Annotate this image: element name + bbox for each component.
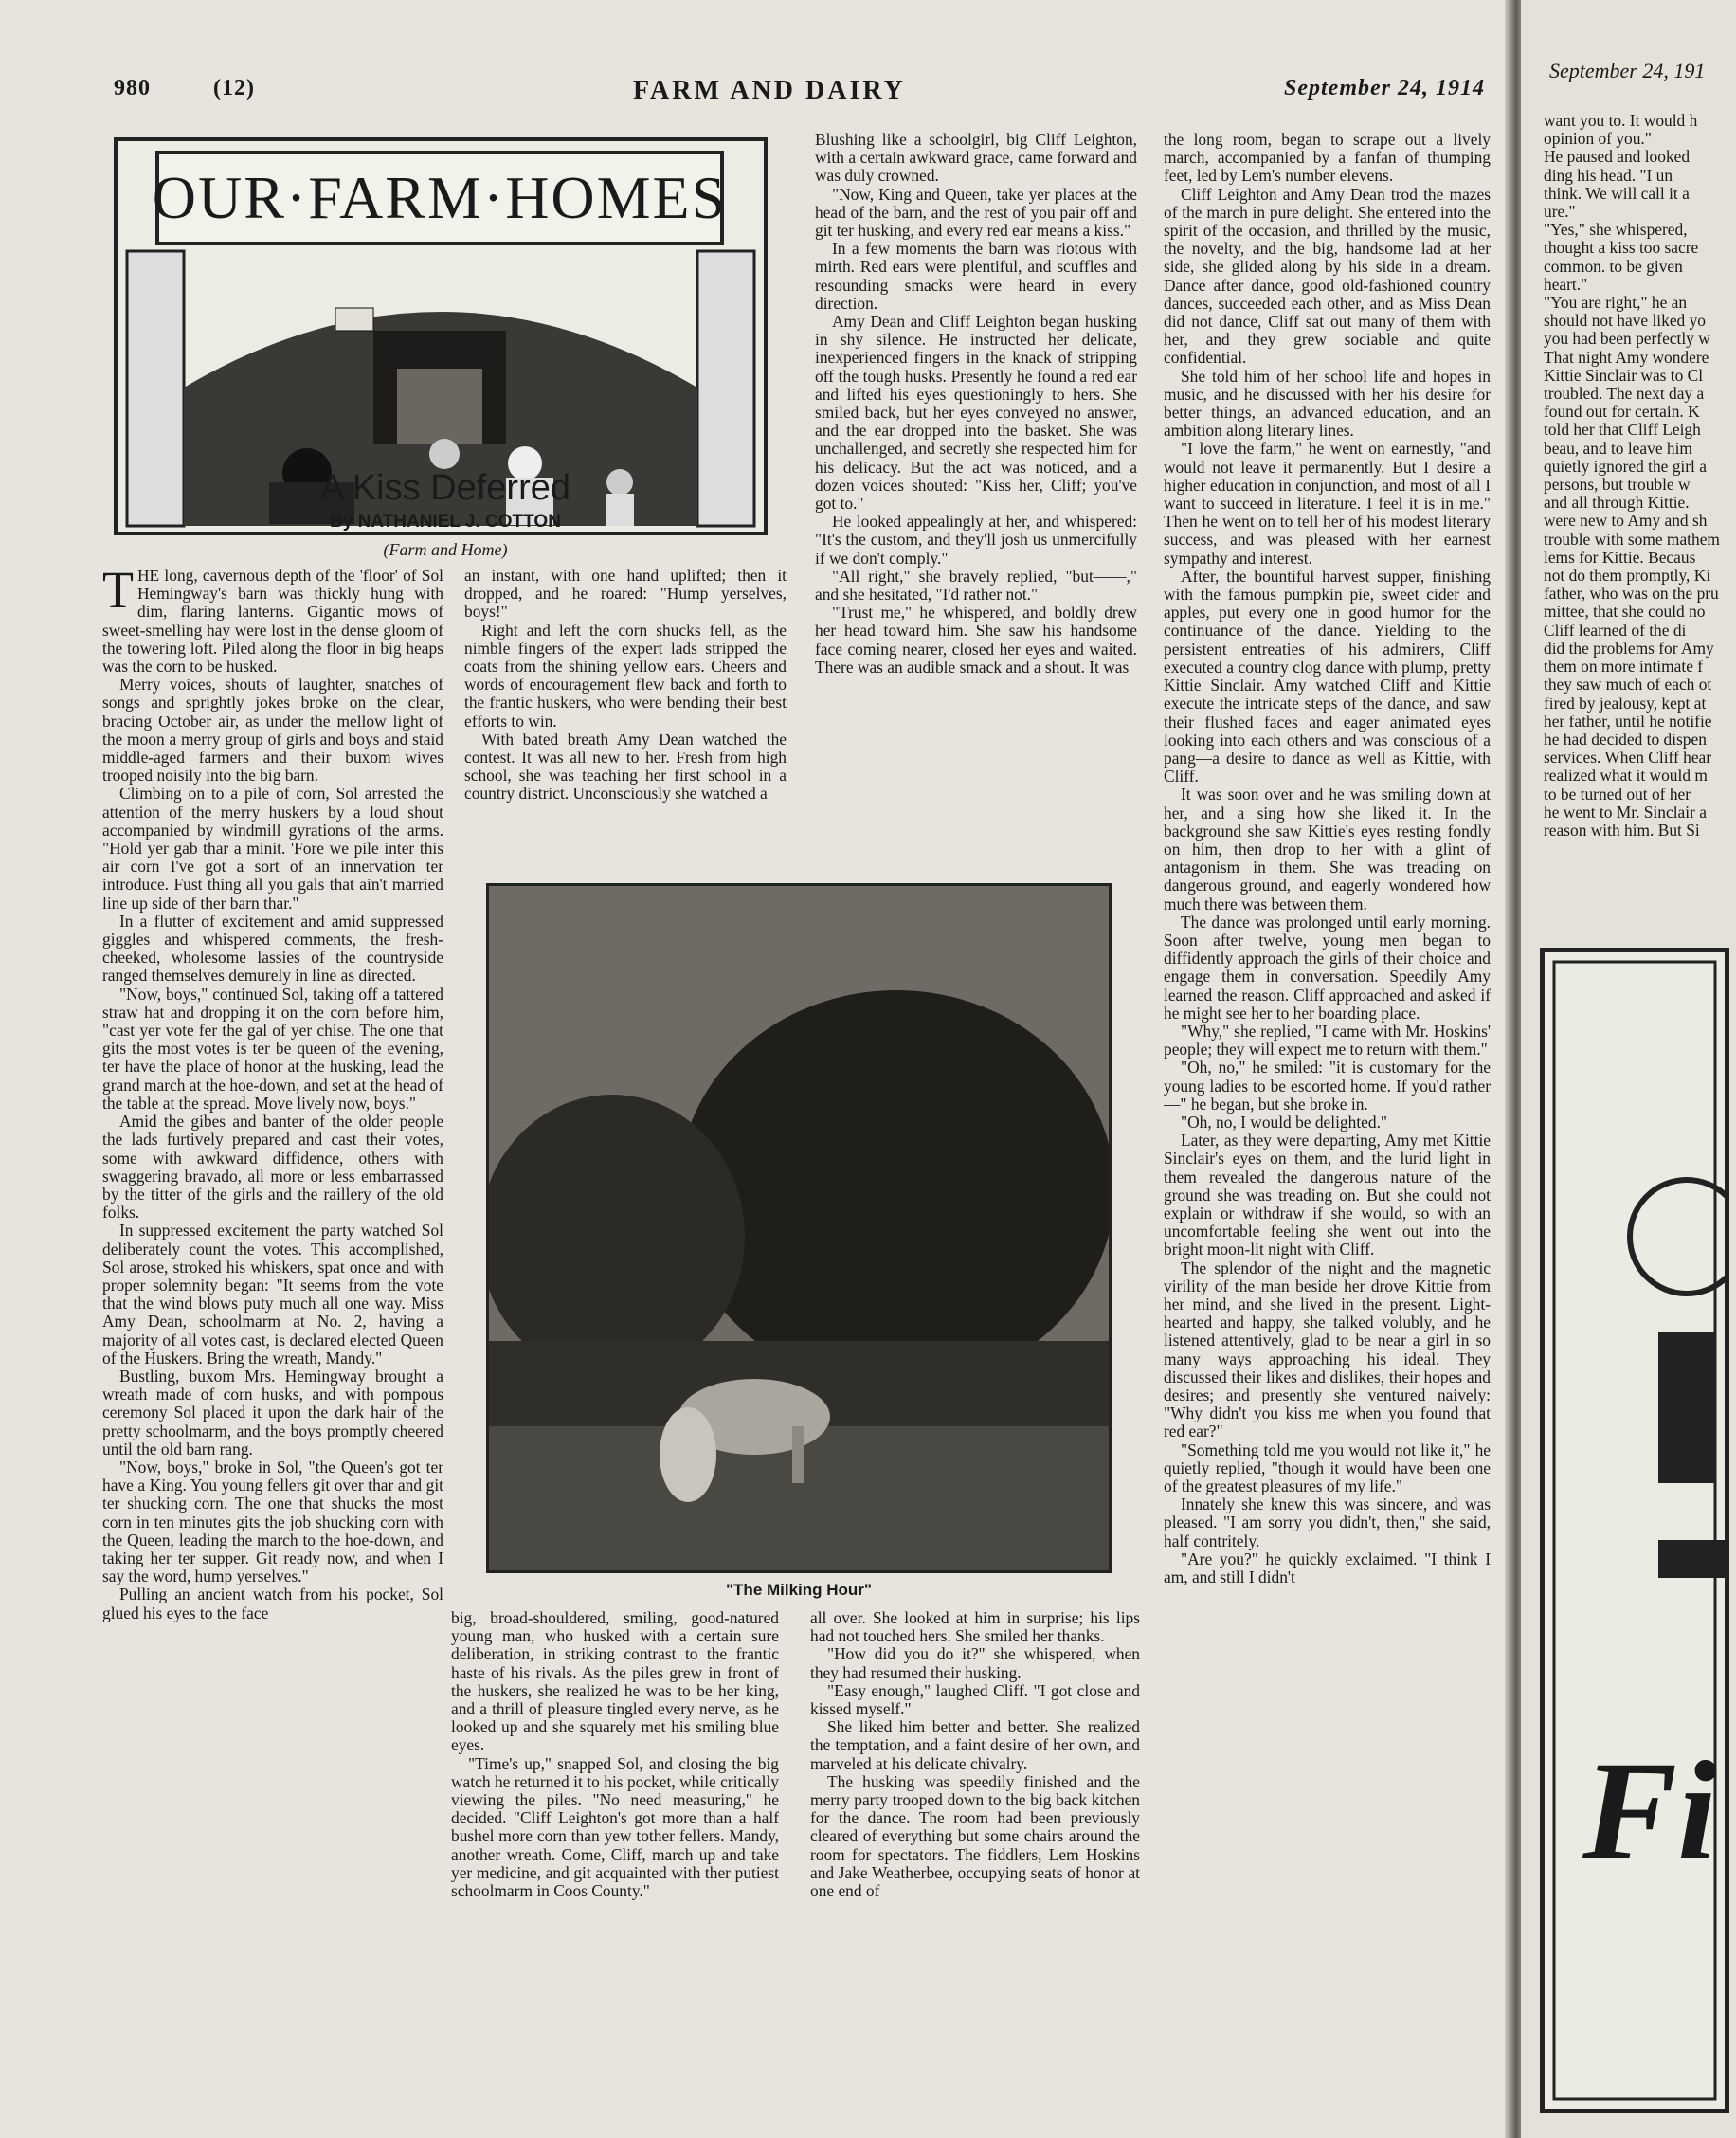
paragraph: In suppressed excitement the party watched Sol deliberately count the votes. This accomplished, Sol arose, stroked his whiskers, spat once and with proper solemnity began: "It seems from the vote that the wind blows puty much all one way. Miss Amy Dean, schoolmarm at No. 2, having a majority of all votes cast, is declared elected Queen of the Huskers. Bring the wreath, Mandy." [102, 1221, 443, 1368]
paragraph: all over. She looked at him in surprise; his lips had not touched hers. She smiled her thanks. [810, 1609, 1140, 1646]
paragraph: "Trust me," he whispered, and boldly drew her head toward him. She saw his handsome face coming nearer, closed her eyes and waited. There was an audible smack and a shout. It was [815, 603, 1137, 677]
paragraph: the long room, began to scrape out a lively march, accompanied by a fanfan of thumping feet, led by Lem's number elevens. [1164, 131, 1491, 186]
column-3-bottom [810, 1609, 1140, 2121]
paragraph: "Now, King and Queen, take yer places at the head of the barn, and the rest of you pair off and git ter husking, and every red ear means a kiss." [815, 184, 1137, 241]
facing-page-line: He paused and looked [1544, 147, 1691, 167]
advertisement-artwork [1545, 952, 1725, 2109]
facing-page-line: common. to be given [1544, 256, 1683, 276]
facing-page-line: not do them promptly, Ki [1544, 566, 1711, 586]
facing-page-line: and all through Kittie. [1544, 493, 1690, 513]
facing-page-line: lems for Kittie. Becaus [1544, 547, 1696, 567]
paragraph: Bustling, buxom Mrs. Hemingway brought a wreath made of corn husks, and with pompous ceremony Sol placed it upon the dark hair of the pretty schoolmarm, and the boys promptly cheered until the old barn rang. [102, 1366, 443, 1459]
facing-page-line: trouble with some mathem [1544, 529, 1720, 549]
paragraph: It was soon over and he was smiling down at her, and a sing how she liked it. In the background she saw Kittie's eyes resting fondly on him, then drop to her with a glint of antagonism in them. She was treading on dangerous ground, and eagerly wondered how much there was between them. [1164, 785, 1491, 914]
paragraph: "I love the farm," he went on earnestly, "and would not leave it permanently. But I desire a higher education in conjunction, and most of all I want to succeed in literature. I feel it is in me." Then he went on to tell her of his modest literary success, and was pleased with her earnest sympathy and interest. [1164, 439, 1491, 568]
paragraph: "Oh, no," he smiled: "it is customary for the young ladies to be escorted home. If you'd rather—" he began, but she broke in. [1164, 1058, 1491, 1114]
story-source: (Farm and Home) [383, 540, 508, 559]
paragraph: "Why," she replied, "I came with Mr. Hoskins' people; they will expect me to return with them." [1164, 1021, 1491, 1060]
paragraph: Pulling an ancient watch from his pocket, Sol glued his eyes to the face [102, 1585, 443, 1622]
facing-page-line: want you to. It would h [1544, 112, 1698, 130]
facing-page-line: fired by jealousy, kept at [1544, 693, 1707, 713]
banner-title: OUR·FARM·HOMES [155, 151, 724, 245]
paragraph: The husking was speedily finished and the merry party trooped down to the big back kitchen for the dance. The room had been previously cleared of everything but some chairs around the room for spectators. The fiddlers, Lem Hoskins and Jake Weatherbee, occupying seats of honor at one end of [810, 1771, 1140, 1901]
paragraph: After, the bountiful harvest supper, finishing with the famous pumpkin pie, sweet cider and apples, put every one in good humor for the continuance of the dance. Yielding to the persistent entreaties of his admirers, Cliff executed a country clog dance with plump, pretty Kittie Sinclair. Amy watched Cliff and Kittie execute the intricate steps of the dance, and saw their flushed faces and eager animated eyes looking into each others and was conscious of a pang—a desire to dance as well as Kittie, with Cliff. [1164, 566, 1491, 787]
facing-page-line: thought a kiss too sacre [1544, 238, 1699, 258]
milking-hour-photo [486, 883, 1112, 1573]
paragraph: "Now, boys," continued Sol, taking off a tattered straw hat and dropping it on the corn before him, "cast yer vote fer the gal of yer chise. The one that gits the most votes is ter be queen of the evening, ter have the place of honor at the husking, lead the grand march at the hoe-down, and set at the head of the table at the spread. Move lively now, boys." [102, 984, 443, 1113]
facing-page [1521, 0, 1736, 2138]
paragraph: "How did you do it?" she whispered, when they had resumed their husking. [810, 1644, 1140, 1682]
facing-page-line: father, who was on the pru [1544, 584, 1719, 604]
facing-page-line: you had been perfectly w [1544, 329, 1710, 349]
paragraph: Later, as they were departing, Amy met Kittie Sinclair's eyes on them, and the lurid light in them revealed the dangerous nature of the ground she was treading on. But she could not explain or withdraw if she would, so with an uncomfortable feeling she went out into the bright moon-lit night with Cliff. [1164, 1131, 1491, 1259]
paragraph: Innately she knew this was sincere, and was pleased. "I am sorry you didn't, then," she said, half contritely. [1164, 1495, 1491, 1550]
photo-caption: "The Milking Hour" [725, 1581, 872, 1599]
cow-milking-scene [489, 886, 1109, 1570]
paragraph: In a few moments the barn was riotous with mirth. Red ears were plentiful, and scuffles and resounding smacks were heard in every direction. [815, 239, 1137, 313]
paragraph: The dance was prolonged until early morning. Soon after twelve, young men began to diffidently approach the girls of their choice and engage them in conversation. Speedily Amy learned the reason. Cliff approached and asked if he might see her to her boarding place. [1164, 912, 1491, 1023]
facing-page-line: services. When Cliff hear [1544, 748, 1712, 768]
paragraph: THE long, cavernous depth of the 'floor' of Sol Hemingway's barn was thickly hung with dim, flaring lanterns. Gigantic mows of sweet-smelling hay were lost in the dense gloom of the towering loft. Piled along the floor in big heaps was the corn to be husked. [102, 567, 443, 677]
facing-page-line: That night Amy wondere [1544, 347, 1709, 367]
paragraph: She liked him better and better. She realized the temptation, and a faint desire of her own, and marveled at his delicate chivalry. [810, 1717, 1140, 1773]
paragraph: "Something told me you would not like it," he quietly replied, "though it would have been one of the greatest pleasures of my life." [1164, 1440, 1491, 1496]
paragraph: She told him of her school life and hopes in music, and he discussed with her his desire for better things, an advanced education, and an ambition along literary lines. [1164, 366, 1491, 441]
facing-page-line: told her that Cliff Leigh [1544, 420, 1701, 440]
column-2-bottom [451, 1609, 779, 2121]
facing-page-line: heart." [1544, 274, 1588, 294]
facing-page-line: should not have liked yo [1544, 311, 1706, 331]
facing-page-date: September 24, 191 [1549, 59, 1706, 82]
paragraph: "Time's up," snapped Sol, and closing the big watch he returned it to his pocket, while critically viewing the piles. "No need measuring," he decided. "Cliff Leighton's got more than a half bushel more corn than yew tother fellers. Mandy, another wreath. Come, Cliff, march up and take yer medicine, and git acquainted with ther putiest schoolmarm in Coos County." [451, 1753, 779, 1901]
paragraph: Cliff Leighton and Amy Dean trod the mazes of the march in pure delight. She entered into the spirit of the occasion, and thrilled by the music, the novelty, and the big, handsome lad at her side, she glided along by his side in a dream. Dance after dance, good old-fashioned country dances, succeeded each other, and as Miss Dean did not dance, Cliff sat out many of them with her, and they grew sociable and quite confidential. [1164, 184, 1491, 368]
facing-page-line: ding his head. "I un [1544, 165, 1673, 185]
paragraph: He looked appealingly at her, and whispered: "It's the custom, and they'll josh us unmercifully if we don't comply." [815, 512, 1137, 568]
paragraph: "Now, boys," broke in Sol, "the Queen's got ter have a King. You young fellers git over thar and git ter shucking corn. The one that shucks the most corn in ten minutes gits the job shucking corn with the Queen, leading the march to the hoe-down, and taking her ter supper. Git ready now, and when I say the word, hump yerselves." [102, 1457, 443, 1586]
paragraph: Merry voices, shouts of laughter, snatches of songs and sprightly jokes broke on the clear, bracing October air, as under the mellow light of the moon a merry group of girls and boys and staid middle-aged farmers and their buxom wives trooped noisily into the big barn. [102, 675, 443, 786]
facing-page-line: found out for certain. K [1544, 402, 1700, 422]
page-number: 980 [114, 76, 151, 100]
facing-page-line: beau, and to leave him [1544, 438, 1692, 458]
facing-page-line: "You are right," he an [1544, 293, 1688, 313]
facing-page-line: were new to Amy and sh [1544, 511, 1708, 531]
facing-page-column [1530, 112, 1729, 908]
column-3-top [815, 131, 1137, 883]
paragraph: Amid the gibes and banter of the older people the lads furtively prepared and cast their votes, some with awkward diffidence, others with swaggering bravado, all more or less embarrassed by the titter of the girls and the raillery of the old folks. [102, 1112, 443, 1223]
paragraph: "All right," she bravely replied, "but——," and she hesitated, "I'd rather not." [815, 566, 1137, 605]
facing-page-line: troubled. The next day a [1544, 384, 1705, 404]
facing-page-line: he had decided to dispen [1544, 729, 1707, 749]
paragraph: Right and left the corn shucks fell, as the nimble fingers of the expert lads stripped the coats from the shining yellow ears. Cheers and words of encouragement flew back and forth to the frantic huskers, who were bending their best efforts to win. [464, 620, 787, 731]
facing-page-line: realized what it would m [1544, 766, 1708, 786]
facing-page-line: they saw much of each ot [1544, 675, 1712, 695]
facing-page-line: persons, but trouble w [1544, 475, 1691, 495]
facing-page-line: quietly ignored the girl a [1544, 456, 1707, 476]
column-1 [102, 567, 443, 2121]
facing-page-line: mittee, that she could no [1544, 602, 1706, 622]
advertisement [1540, 948, 1729, 2113]
facing-page-line: reason with him. But Si [1544, 820, 1700, 840]
paragraph: With bated breath Amy Dean watched the contest. It was all new to her. Fresh from high school, she was teaching her first school in a country district. Unconsciously she watched a [464, 729, 787, 804]
paragraph: "Easy enough," laughed Cliff. "I got close and kissed myself." [810, 1680, 1140, 1719]
paragraph: In a flutter of excitement and amid suppressed giggles and whispered comments, the fresh-cheeked, wholesome lassies of the countryside ranged themselves demurely in line as directed. [102, 911, 443, 986]
drop-cap: T [102, 567, 134, 618]
facing-page-line: think. We will call it a [1544, 183, 1690, 203]
section-number: (12) [213, 76, 255, 100]
paragraph: an instant, with one hand uplifted; then it dropped, and he roared: "Hump yerselves, boys!" [464, 567, 787, 622]
advertisement-lettering: Fi [1582, 1732, 1717, 1890]
paragraph: "Oh, no, I would be delighted." [1181, 1112, 1388, 1132]
publication-name: FARM AND DAIRY [633, 76, 906, 105]
issue-date: September 24, 1914 [1284, 76, 1485, 100]
facing-page-line: he went to Mr. Sinclair a [1544, 802, 1707, 822]
paragraph: Climbing on to a pile of corn, Sol arrested the attention of the merry huskers by a loud shout accompanied by windmill gyrations of the arms. "Hold yer gab thar a minit. 'Fore we pile inter this air corn I've got a sort of an innervation ter introduce. Fust thing all you gals that ain't married line up side of ther barn thar." [102, 784, 443, 913]
facing-page-line: them on more intimate f [1544, 657, 1704, 677]
story-byline: By NATHANIEL J. COTTON [330, 512, 561, 532]
paragraph: "Are you?" he quickly exclaimed. "I think I am, and still I didn't [1164, 1549, 1491, 1587]
facing-page-line: her father, until he notifie [1544, 711, 1712, 731]
facing-page-line: to be turned out of her [1544, 784, 1691, 804]
facing-page-line: Kittie Sinclair was to Cl [1544, 365, 1704, 385]
story-title: A Kiss Deferred [320, 468, 570, 508]
column-2-top [464, 567, 787, 883]
column-4 [1164, 131, 1491, 2121]
paragraph: Amy Dean and Cliff Leighton began husking in shy silence. He instructed her delicate, inexperienced fingers in the knack of stripping off the tough husks. Presently he found a red ear and lifted his eyes questioningly to hers. She smiled back, but her eyes conveyed no answer, and the ear dropped into the basket. She was unchallenged, and secretly she respected him for his delicacy. But the act was noticed, and a dozen voices shouted: "Kiss her, Cliff; you've got to." [815, 312, 1137, 514]
facing-page-line: Cliff learned of the di [1544, 620, 1687, 640]
facing-page-line: ure." [1544, 202, 1576, 222]
paragraph: Blushing like a schoolgirl, big Cliff Leighton, with a certain awkward grace, came forward and was duly crowned. [815, 131, 1137, 186]
facing-page-line: "Yes," she whispered, [1544, 220, 1688, 240]
facing-page-line: opinion of you." [1544, 129, 1652, 149]
facing-page-line: did the problems for Amy [1544, 638, 1714, 658]
paragraph: The splendor of the night and the magnetic virility of the man beside her drove Kittie from her mind, and she lived in the present. Light-hearted and happy, she talked volubly, and he listened attentively, glad to be near a girl in so many ways approaching his ideal. They discussed their likes and dislikes, their hopes and desires; and presently she ventured naively: "Why didn't you kiss me when you found that red ear?" [1164, 1258, 1491, 1441]
paragraph: big, broad-shouldered, smiling, good-natured young man, who husked with a certain sure deliberation, in striking contrast to the frantic haste of his rivals. As the piles grew in front of the huskers, she realized he was to be her king, and a thrill of pleasure tingled every nerve, as he looked up and she squarely met his smiling blue eyes. [451, 1609, 779, 1755]
